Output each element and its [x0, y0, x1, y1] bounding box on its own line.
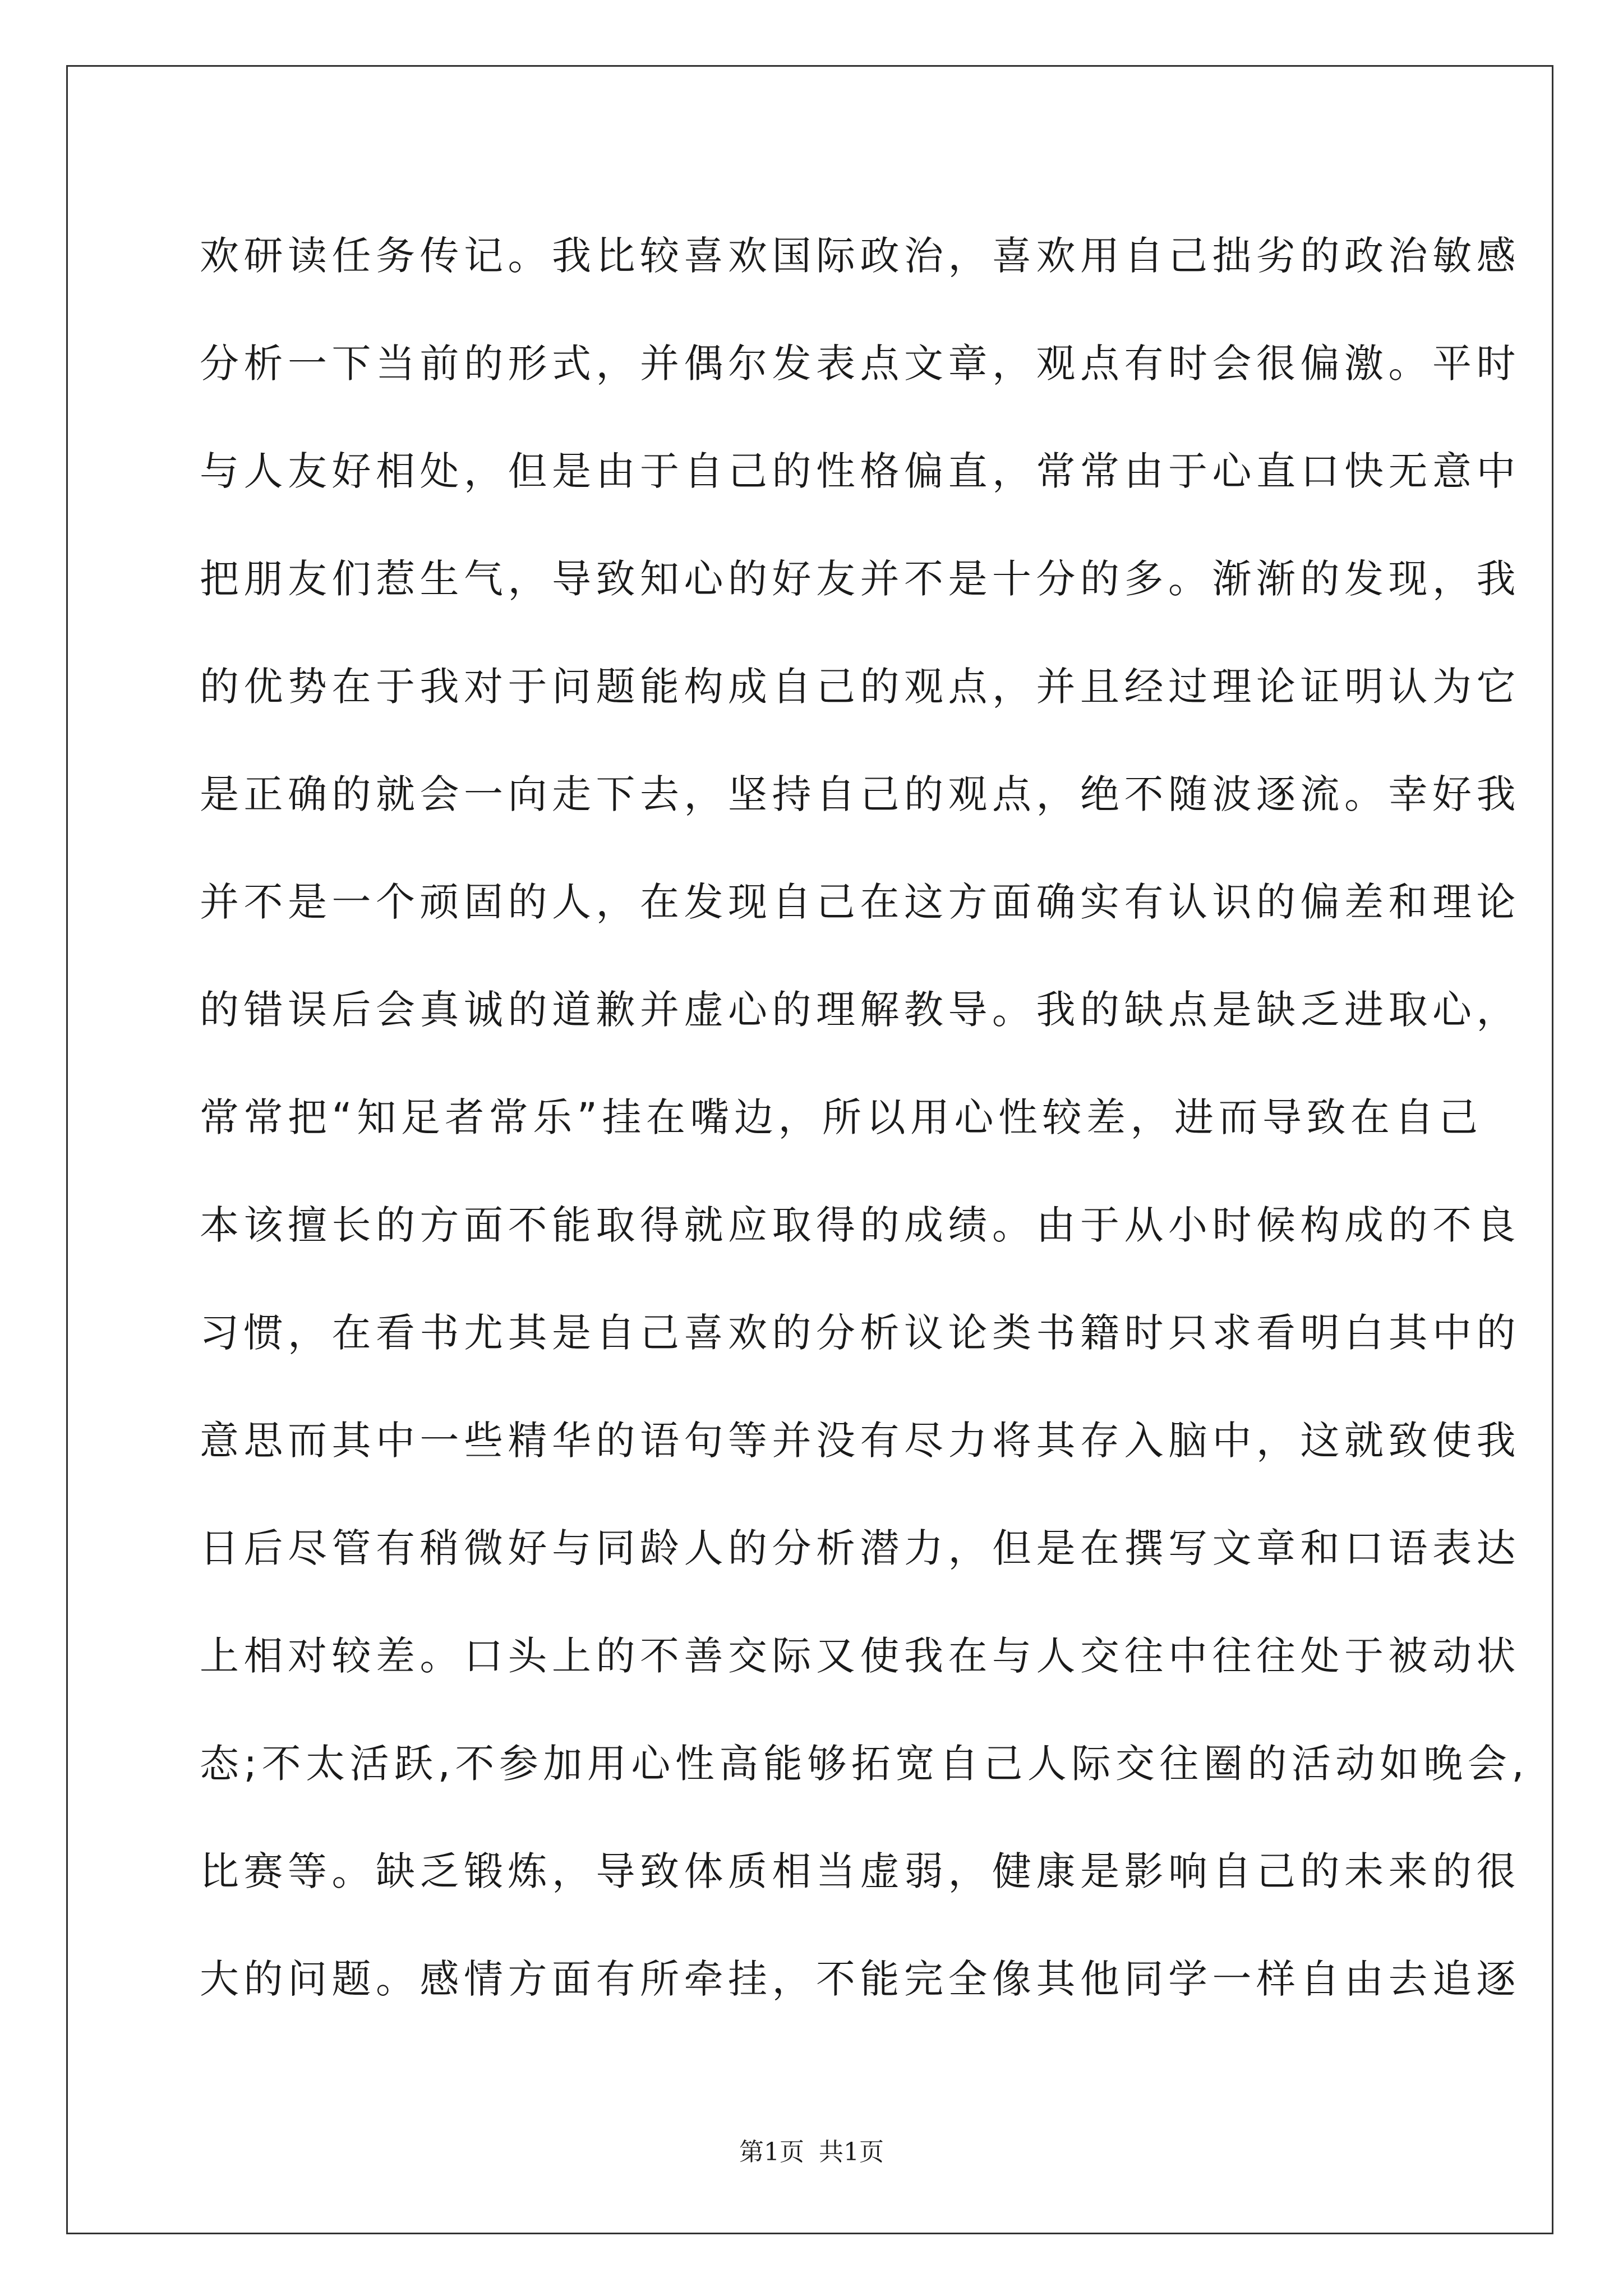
text-line: 意思而其中一些精华的语句等并没有尽力将其存入脑中，这就致使我	[200, 1418, 1520, 1464]
text-line: 是正确的就会一向走下去，坚持自己的观点，绝不随波逐流。幸好我	[200, 771, 1520, 817]
text-line: 欢研读任务传记。我比较喜欢国际政治，喜欢用自己拙劣的政治敏感	[200, 233, 1520, 279]
text-line: 把朋友们惹生气，导致知心的好友并不是十分的多。渐渐的发现，我	[200, 556, 1520, 602]
text-line: 与人友好相处，但是由于自己的性格偏直，常常由于心直口快无意中	[200, 448, 1520, 494]
text-line: 上相对较差。口头上的不善交际又使我在与人交往中往往处于被动状	[200, 1633, 1520, 1679]
text-line: 的优势在于我对于问题能构成自己的观点，并且经过理论证明认为它	[200, 664, 1520, 710]
text-line: 的错误后会真诚的道歉并虚心的理解教导。我的缺点是缺乏进取心，	[200, 987, 1520, 1033]
text-line: 分析一下当前的形式，并偶尔发表点文章，观点有时会很偏激。平时	[200, 341, 1520, 386]
text-line: 态;不太活跃,不参加用心性高能够拓宽自己人际交往圈的活动如晚会,	[200, 1741, 1529, 1787]
text-line: 比赛等。缺乏锻炼，导致体质相当虚弱，健康是影响自己的未来的很	[200, 1848, 1520, 1894]
text-line: 大的问题。感情方面有所牵挂，不能完全像其他同学一样自由去追逐	[200, 1956, 1520, 2002]
text-line: 习惯，在看书尤其是自己喜欢的分析议论类书籍时只求看明白其中的	[200, 1310, 1520, 1356]
page-footer: 第1页 共1页	[739, 2138, 884, 2166]
text-line: 本该擅长的方面不能取得就应取得的成绩。由于从小时候构成的不良	[200, 1202, 1520, 1248]
text-line: 并不是一个顽固的人，在发现自己在这方面确实有认识的偏差和理论	[200, 879, 1520, 925]
body-text	[200, 202, 1529, 2033]
text-line: 日后尽管有稍微好与同龄人的分析潜力，但是在撰写文章和口语表达	[200, 1525, 1520, 1571]
text-line: 常常把“知足者常乐”挂在嘴边，所以用心性较差，进而导致在自己	[200, 1094, 1483, 1140]
